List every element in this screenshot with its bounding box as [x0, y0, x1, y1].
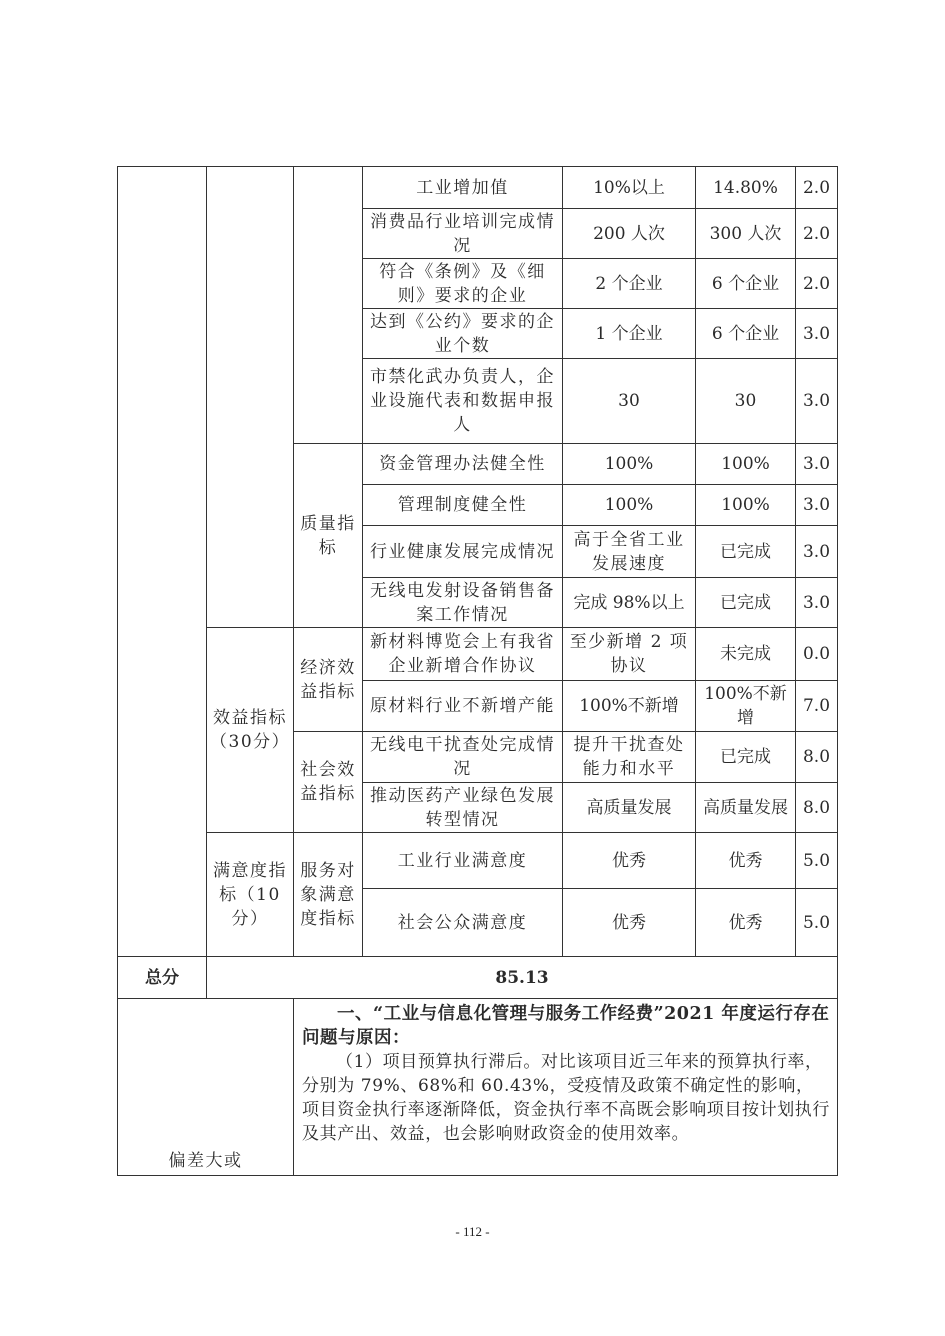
page-number: - 112 - — [455, 1224, 490, 1239]
actual-cell: 优秀 — [696, 833, 796, 889]
target-cell: 100% — [563, 485, 696, 526]
actual-cell: 已完成 — [696, 732, 796, 783]
total-row — [118, 957, 838, 999]
indicator-cell: 行业健康发展完成情况 — [363, 526, 563, 578]
score-cell: 2.0 — [796, 167, 838, 209]
table-row — [118, 833, 838, 889]
target-cell: 高质量发展 — [563, 783, 696, 833]
actual-cell: 14.80% — [696, 167, 796, 209]
indicator-cell: 社会公众满意度 — [363, 889, 563, 957]
actual-cell: 已完成 — [696, 578, 796, 628]
total-value: 85.13 — [207, 957, 838, 999]
level1-satisfaction: 满意度指标（10分） — [207, 833, 294, 957]
table-row — [118, 167, 838, 209]
deviation-note — [294, 999, 838, 1176]
level2-social: 社会效益指标 — [294, 732, 363, 833]
score-cell: 3.0 — [796, 359, 838, 444]
target-cell: 10%以上 — [563, 167, 696, 209]
performance-table — [117, 166, 838, 1176]
total-label: 总分 — [118, 957, 207, 999]
level2-service: 服务对象满意度指标 — [294, 833, 363, 957]
target-cell: 100% — [563, 444, 696, 485]
actual-cell: 300 人次 — [696, 209, 796, 259]
level1-cell-continued — [118, 167, 207, 957]
target-cell: 优秀 — [563, 889, 696, 957]
actual-cell: 已完成 — [696, 526, 796, 578]
actual-cell: 6 个企业 — [696, 309, 796, 359]
actual-cell: 未完成 — [696, 628, 796, 681]
score-cell: 3.0 — [796, 444, 838, 485]
indicator-cell: 无线电干扰查处完成情况 — [363, 732, 563, 783]
score-cell: 8.0 — [796, 783, 838, 833]
target-cell: 200 人次 — [563, 209, 696, 259]
target-cell: 优秀 — [563, 833, 696, 889]
score-cell: 5.0 — [796, 833, 838, 889]
score-cell: 8.0 — [796, 732, 838, 783]
actual-cell: 100% — [696, 444, 796, 485]
indicator-cell: 原材料行业不新增产能 — [363, 681, 563, 732]
level1-output-continued — [207, 167, 294, 628]
actual-cell: 高质量发展 — [696, 783, 796, 833]
indicator-cell: 达到《公约》要求的企业个数 — [363, 309, 563, 359]
level2-quantity-continued — [294, 167, 363, 444]
table-row — [118, 628, 838, 681]
indicator-cell: 无线电发射设备销售备案工作情况 — [363, 578, 563, 628]
deviation-label: 偏差大或 — [118, 999, 294, 1176]
actual-cell: 100%不新增 — [696, 681, 796, 732]
indicator-cell: 工业行业满意度 — [363, 833, 563, 889]
indicator-cell: 新材料博览会上有我省企业新增合作协议 — [363, 628, 563, 681]
target-cell: 至少新增 2 项协议 — [563, 628, 696, 681]
score-cell: 3.0 — [796, 309, 838, 359]
level2-quality: 质量指标 — [294, 444, 363, 628]
target-cell: 100%不新增 — [563, 681, 696, 732]
target-cell: 2 个企业 — [563, 259, 696, 309]
indicator-cell: 资金管理办法健全性 — [363, 444, 563, 485]
deviation-row — [118, 999, 838, 1176]
score-cell: 2.0 — [796, 259, 838, 309]
score-cell: 2.0 — [796, 209, 838, 259]
actual-cell: 100% — [696, 485, 796, 526]
indicator-cell: 消费品行业培训完成情况 — [363, 209, 563, 259]
indicator-cell: 符合《条例》及《细则》要求的企业 — [363, 259, 563, 309]
target-cell: 1 个企业 — [563, 309, 696, 359]
indicator-cell: 工业增加值 — [363, 167, 563, 209]
score-cell: 5.0 — [796, 889, 838, 957]
target-cell: 高于全省工业发展速度 — [563, 526, 696, 578]
level1-benefit: 效益指标（30分） — [207, 628, 294, 833]
note-heading: 一、“工业与信息化管理与服务工作经费”2021 年度运行存在问题与原因： — [302, 1004, 830, 1048]
indicator-cell: 市禁化武办负责人，企业设施代表和数据申报人 — [363, 359, 563, 444]
score-cell: 0.0 — [796, 628, 838, 681]
target-cell: 30 — [563, 359, 696, 444]
indicator-cell: 管理制度健全性 — [363, 485, 563, 526]
score-cell: 7.0 — [796, 681, 838, 732]
note-body: （1）项目预算执行滞后。对比该项目近三年来的预算执行率，分别为 79%、68%和 60.43%，受疫情及政策不确定性的影响，项目资金执行率逐渐降低，资金执行率不高既会影响项目按计划执行及其产出、效益，也会影响财政资金的使用效率。 — [302, 1052, 830, 1144]
actual-cell: 优秀 — [696, 889, 796, 957]
score-cell: 3.0 — [796, 578, 838, 628]
actual-cell: 30 — [696, 359, 796, 444]
score-cell: 3.0 — [796, 526, 838, 578]
actual-cell: 6 个企业 — [696, 259, 796, 309]
level2-economic: 经济效益指标 — [294, 628, 363, 732]
score-cell: 3.0 — [796, 485, 838, 526]
target-cell: 完成 98%以上 — [563, 578, 696, 628]
target-cell: 提升干扰查处能力和水平 — [563, 732, 696, 783]
indicator-cell: 推动医药产业绿色发展转型情况 — [363, 783, 563, 833]
